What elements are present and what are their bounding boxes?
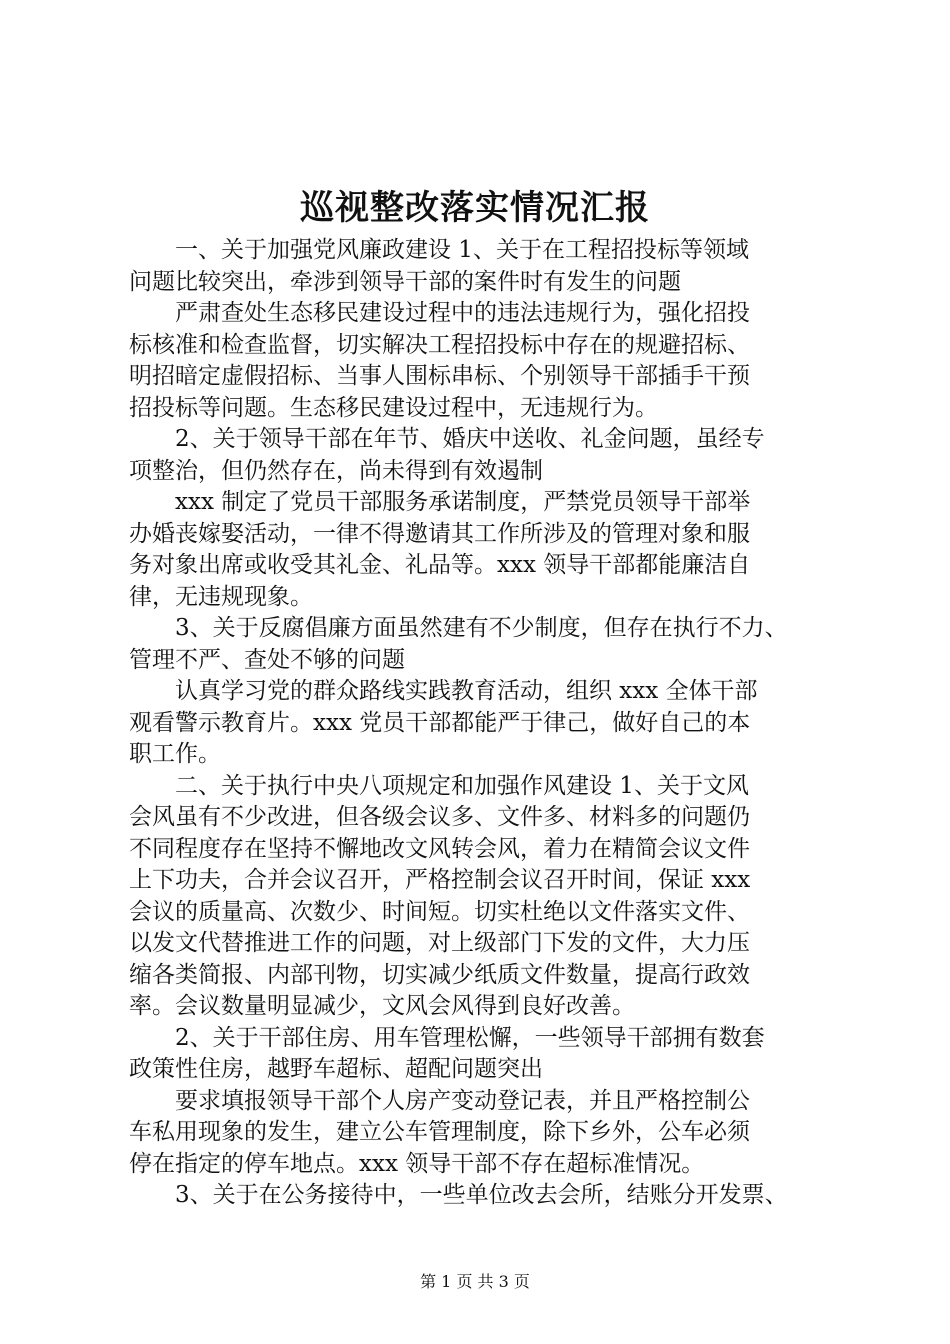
body-line: 要求填报领导干部个人房产变动登记表，并且严格控制公 [129,1087,750,1114]
body-line: 车私用现象的发生，建立公车管理制度，除下乡外，公车必须 [129,1119,750,1145]
body-line: 观看警示教育片。xxx 党员干部都能严于律己，做好自己的本 [129,709,751,736]
body-line: 问题比较突出，牵涉到领导干部的案件时有发生的问题 [129,268,681,295]
body-line: 办婚丧嫁娶活动，一律不得邀请其工作所涉及的管理对象和服 [129,520,750,547]
body-line: 管理不严、查处不够的问题 [129,646,405,673]
body-line: 认真学习党的群众路线实践教育活动，组织 xxx 全体干部 [129,678,758,704]
body-line: 严肃查处生态移民建设过程中的违法违规行为，强化招投 [129,300,750,326]
body-line: 职工作。 [129,741,221,767]
body-line: 一、关于加强党风廉政建设 1、关于在工程招投标等领域 [129,237,749,263]
body-line: 务对象出席或收受其礼金、礼品等。xxx 领导干部都能廉洁自 [129,552,751,578]
body-line: 以发文代替推进工作的问题，对上级部门下发的文件，大力压 [129,930,750,956]
body-line: 缩各类简报、内部刊物，切实减少纸质文件数量，提高行政效 [129,961,750,988]
body-line: 项整治，但仍然存在，尚未得到有效遏制 [129,457,543,484]
body-line: 率。会议数量明显减少，文风会风得到良好改善。 [129,993,635,1019]
body-line: 2、关于干部住房、用车管理松懈，一些领导干部拥有数套 [129,1024,765,1051]
body-line: 2、关于领导干部在年节、婚庆中送收、礼金问题，虽经专 [129,426,765,452]
body-line: xxx 制定了党员干部服务承诺制度，严禁党员领导干部举 [129,489,751,515]
body-line: 上下功夫，合并会议召开，严格控制会议召开时间，保证 xxx [129,867,751,893]
body-line: 招投标等问题。生态移民建设过程中，无违规行为。 [129,394,658,421]
page-footer: 第 1 页 共 3 页 [420,1272,530,1291]
body-line: 明招暗定虚假招标、当事人围标串标、个别领导干部插手干预 [129,363,750,389]
document-body [129,235,839,1212]
body-line: 会风虽有不少改进，但各级会议多、文件多、材料多的问题仍 [129,804,750,830]
body-line: 不同程度存在坚持不懈地改文风转会风，着力在精简会议文件 [129,835,750,862]
body-line: 政策性住房，越野车超标、超配问题突出 [129,1056,543,1082]
body-line: 3、关于在公务接待中，一些单位改去会所，结账分开发票、 [129,1182,788,1208]
body-line: 停在指定的停车地点。xxx 领导干部不存在超标准情况。 [129,1150,705,1177]
body-line: 律，无违规现象。 [129,583,313,610]
body-line: 标核准和检查监督，切实解决工程招投标中存在的规避招标、 [129,331,750,358]
body-line: 3、关于反腐倡廉方面虽然建有不少制度，但存在执行不力、 [129,615,788,641]
body-line: 二、关于执行中央八项规定和加强作风建设 1、关于文风 [129,772,749,799]
document-title: 巡视整改落实情况汇报 [300,188,650,228]
body-line: 会议的质量高、次数少、时间短。切实杜绝以文件落实文件、 [129,898,750,925]
